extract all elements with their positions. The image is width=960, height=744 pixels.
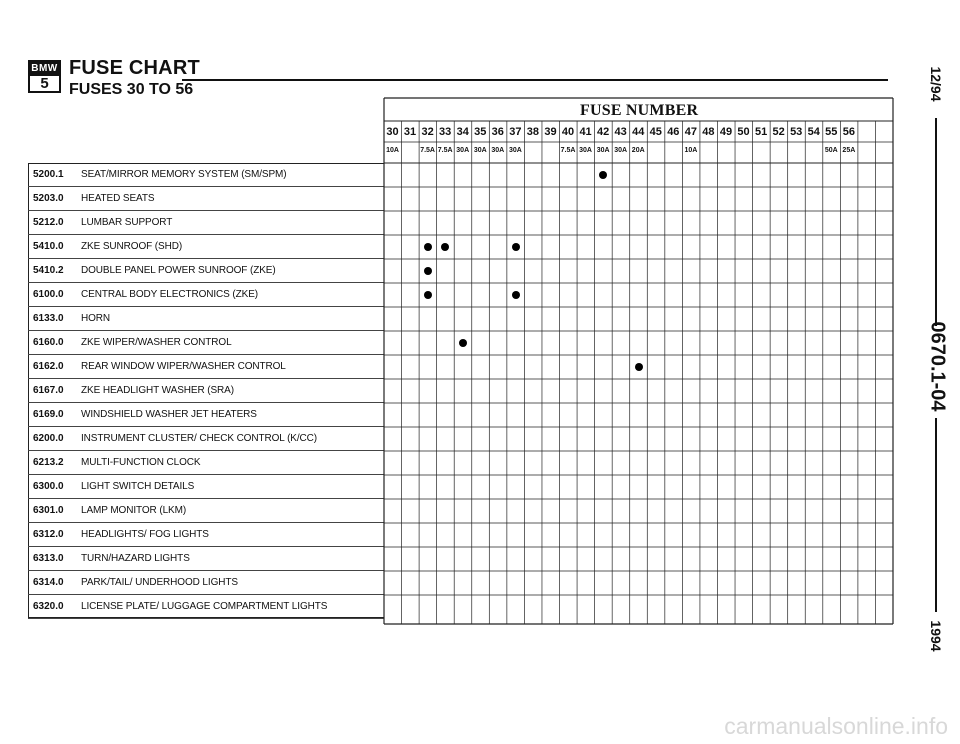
circuit-code: 5203.0 [33,193,64,204]
circuit-description: LIGHT SWITCH DETAILS [81,481,195,492]
fuse-number-label: 33 [439,126,452,138]
circuit-description: ZKE SUNROOF (SHD) [81,241,183,252]
circuit-code: 6314.0 [33,577,64,588]
circuit-description: INSTRUMENT CLUSTER/ CHECK CONTROL (K/CC) [81,433,318,444]
side-date: 12/94 [928,66,944,102]
side-year: 1994 [928,620,944,652]
fuse-number-label: 30 [386,126,399,138]
circuit-description: HORN [81,313,111,324]
fuse-number-label: 41 [579,126,592,138]
circuit-description: LUMBAR SUPPORT [81,217,173,228]
logo-series: 5 [40,75,49,92]
fuse-number-label: 46 [667,126,680,138]
fuse-amperage-label: 50A [824,147,838,154]
fuse-number-label: 54 [807,126,820,138]
fuse-number-label: 49 [719,126,733,138]
circuit-code: 6200.0 [33,433,64,444]
circuit-description: ZKE HEADLIGHT WASHER (SRA) [81,385,234,396]
page-title: FUSE CHART [69,57,200,79]
fuse-marker-dot [424,291,432,299]
circuit-code: 5410.0 [33,241,64,252]
circuit-description: ZKE WIPER/WASHER CONTROL [81,337,232,348]
fuse-number-label: 55 [825,126,838,138]
circuit-code: 6133.0 [33,313,64,324]
fuse-amperage-label: 25A [842,147,856,154]
circuit-code: 6320.0 [33,601,64,612]
fuse-number-label: 44 [632,126,645,138]
fuse-number-label: 45 [649,126,662,138]
circuit-code: 6313.0 [33,553,64,564]
fuse-amperage-label: 30A [456,147,470,154]
circuit-description: WINDSHIELD WASHER JET HEATERS [81,409,257,420]
watermark: carmanualsonline.info [724,713,948,739]
fuse-number-label: 51 [754,126,768,138]
fuse-number-label: 47 [684,126,697,138]
circuit-description: REAR WINDOW WIPER/WASHER CONTROL [81,361,286,372]
circuit-code: 6100.0 [33,289,64,300]
fuse-marker-dot [424,243,432,251]
circuit-code: 6312.0 [33,529,64,540]
fuse-amperage-label: 7.5A [437,147,453,154]
circuit-description: LICENSE PLATE/ LUGGAGE COMPARTMENT LIGHTS [81,601,328,612]
circuit-code: 6300.0 [33,481,64,492]
fuse-number-label: 56 [842,126,855,138]
fuse-number-label: 53 [790,126,803,138]
fuse-number-label: 39 [544,126,557,138]
fuse-number-label: 35 [474,126,487,138]
circuit-code: 6167.0 [33,385,64,396]
circuit-description: PARK/TAIL/ UNDERHOOD LIGHTS [81,577,238,588]
side-code: 0670.1-04 [926,321,949,412]
fuse-number-label: 40 [561,126,575,138]
fuse-number-label: 37 [509,126,522,138]
circuit-code: 6301.0 [33,505,64,516]
logo-brand: BMW [31,63,58,74]
fuse-amperage-label: 30A [473,147,487,154]
circuit-description: LAMP MONITOR (LKM) [81,505,187,516]
circuit-description: HEADLIGHTS/ FOG LIGHTS [81,529,209,540]
circuit-description: MULTI-FUNCTION CLOCK [81,457,201,468]
circuit-code: 6160.0 [33,337,64,348]
fuse-number-title: FUSE NUMBER [580,102,699,119]
circuit-code: 5212.0 [33,217,64,228]
fuse-marker-dot [512,291,520,299]
fuse-amperage-label: 7.5A [560,147,576,154]
fuse-amperage-label: 30A [491,147,505,154]
circuit-code: 6213.2 [33,457,64,468]
fuse-marker-dot [635,363,643,371]
fuse-amperage-label: 30A [579,147,592,154]
circuit-description: CENTRAL BODY ELECTRONICS (ZKE) [81,289,259,300]
circuit-description: HEATED SEATS [81,193,155,204]
fuse-number-label: 32 [421,126,434,138]
fuse-amperage-label: 10A [684,147,698,154]
circuit-code: 6162.0 [33,361,64,372]
fuse-marker-dot [512,243,520,251]
fuse-amperage-label: 30A [596,147,610,154]
circuit-description: SEAT/MIRROR MEMORY SYSTEM (SM/SPM) [81,169,287,180]
fuse-amperage-label: 30A [614,147,628,154]
circuit-description: TURN/HAZARD LIGHTS [81,553,190,564]
fuse-number-label: 34 [456,126,469,138]
fuse-number-label: 31 [403,126,417,138]
circuit-code: 5410.2 [33,265,64,276]
fuse-marker-dot [459,339,467,347]
page-subtitle: FUSES 30 TO 56 [69,81,194,98]
circuit-code: 5200.1 [33,169,64,180]
fuse-amperage-label: 30A [508,147,522,154]
fuse-number-label: 42 [596,126,610,138]
fuse-amperage-label: 20A [631,147,645,154]
fuse-number-label: 36 [491,126,504,138]
fuse-number-label: 48 [702,126,715,138]
circuit-description: DOUBLE PANEL POWER SUNROOF (ZKE) [81,265,276,276]
fuse-number-label: 38 [526,126,540,138]
fuse-marker-dot [424,267,432,275]
fuse-number-label: 50 [737,126,750,138]
fuse-amperage-label: 10A [386,147,399,154]
circuit-code: 6169.0 [33,409,64,420]
fuse-number-label: 43 [614,126,627,138]
fuse-number-label: 52 [772,126,785,138]
fuse-amperage-label: 7.5A [420,147,435,154]
